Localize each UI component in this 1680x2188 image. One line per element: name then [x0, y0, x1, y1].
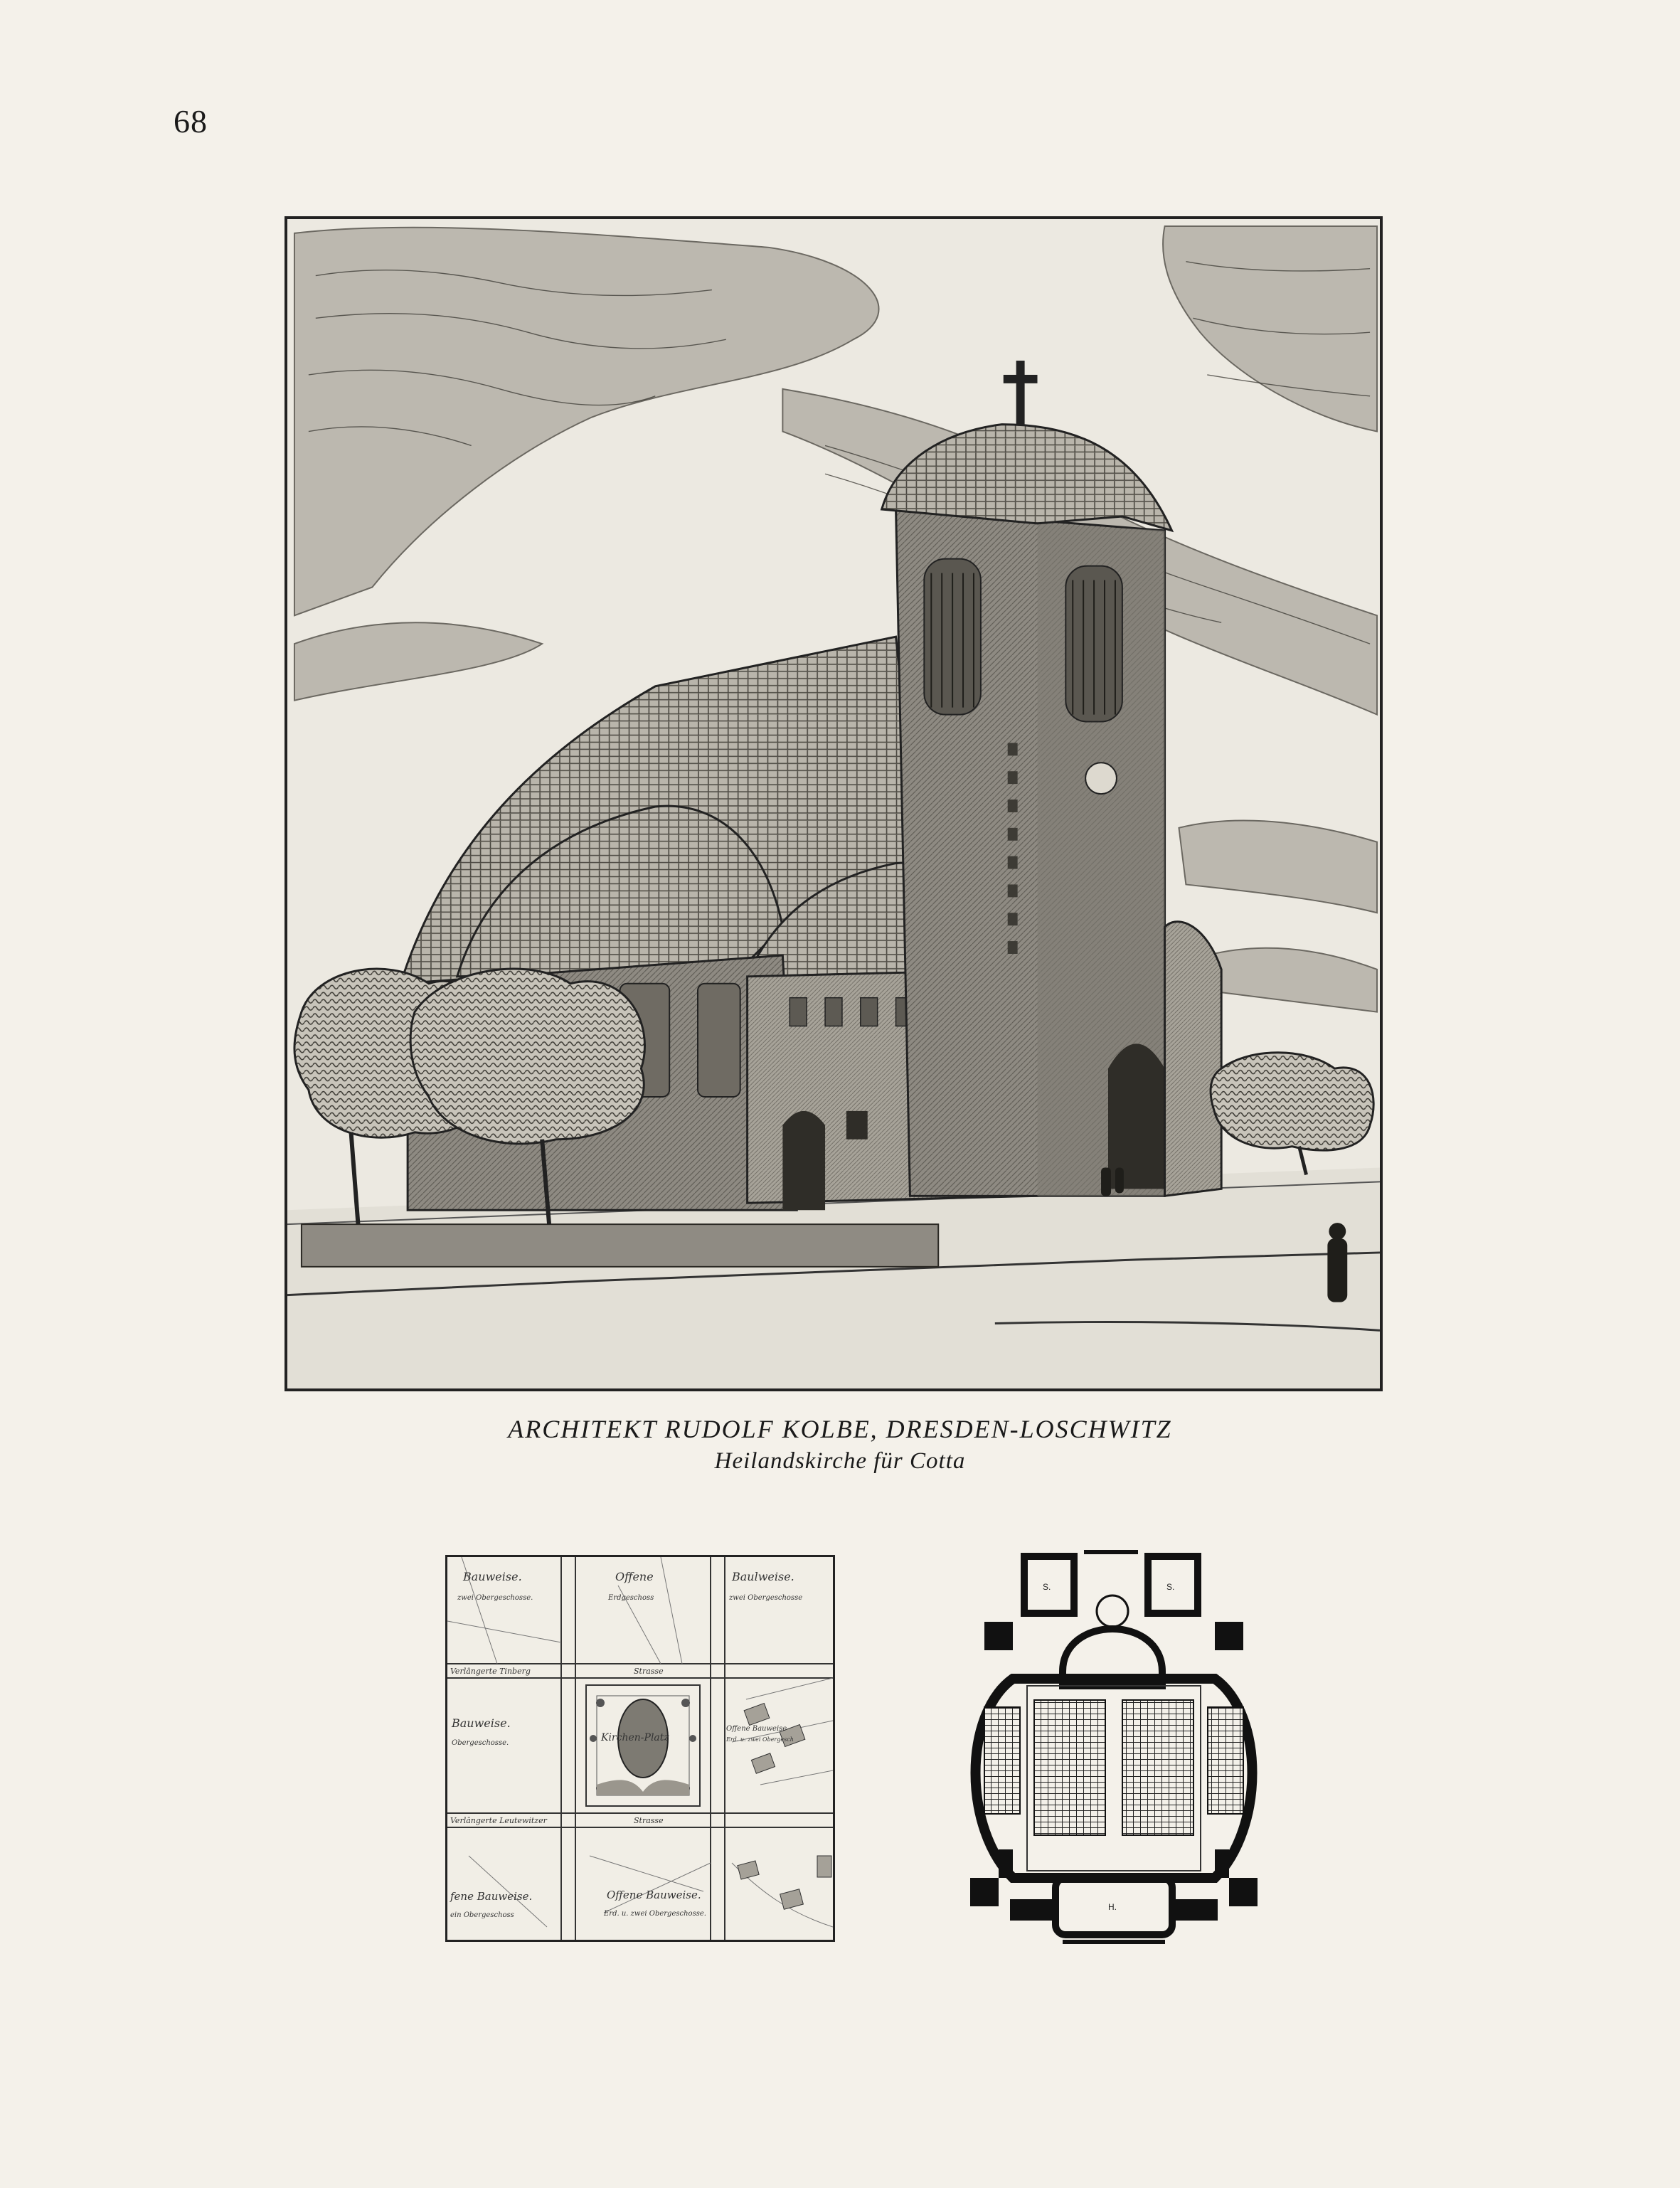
- map-label: Offene Bauweise: [726, 1725, 787, 1733]
- caption-title: Heilandskirche für Cotta: [714, 1448, 966, 1474]
- map-label: Verlängerte Leutewitzer: [450, 1816, 547, 1825]
- map-label: Verlängerte Tinberg: [450, 1667, 531, 1676]
- floor-plan-label: S.: [1166, 1582, 1175, 1592]
- map-label: zwei Obergeschosse.: [457, 1594, 533, 1602]
- floor-plan-label: H.: [1108, 1902, 1117, 1912]
- map-label: Bauweise.: [463, 1570, 522, 1583]
- floor-plan: [956, 1544, 1272, 1956]
- map-label: Obergeschosse.: [452, 1739, 509, 1747]
- map-label: Erd. u. zwei Obergesch: [726, 1736, 794, 1743]
- map-label: Erdgeschoss: [608, 1594, 654, 1602]
- floor-plan-label: S.: [1043, 1582, 1051, 1592]
- map-label: Kirchen-Platz: [601, 1732, 669, 1743]
- map-label: Strasse: [634, 1667, 664, 1676]
- page-number: 68: [174, 103, 208, 139]
- map-label: Bauweise.: [452, 1716, 511, 1730]
- site-plan-map: [445, 1555, 835, 1942]
- map-label: Offene Bauweise.: [607, 1889, 701, 1901]
- map-label: Baulweise.: [732, 1570, 794, 1583]
- map-label: zwei Obergeschosse: [729, 1594, 803, 1602]
- map-label: Offene: [615, 1570, 654, 1583]
- map-label: Strasse: [634, 1816, 664, 1825]
- caption-architect: ARCHITEKT RUDOLF KOLBE, DRESDEN-LOSCHWITZ: [508, 1415, 1172, 1443]
- map-label: ein Obergeschoss: [450, 1911, 514, 1919]
- map-label: Erd. u. zwei Obergeschosse.: [604, 1910, 706, 1918]
- church-illustration: [285, 216, 1383, 1391]
- map-label: fene Bauweise.: [450, 1890, 533, 1903]
